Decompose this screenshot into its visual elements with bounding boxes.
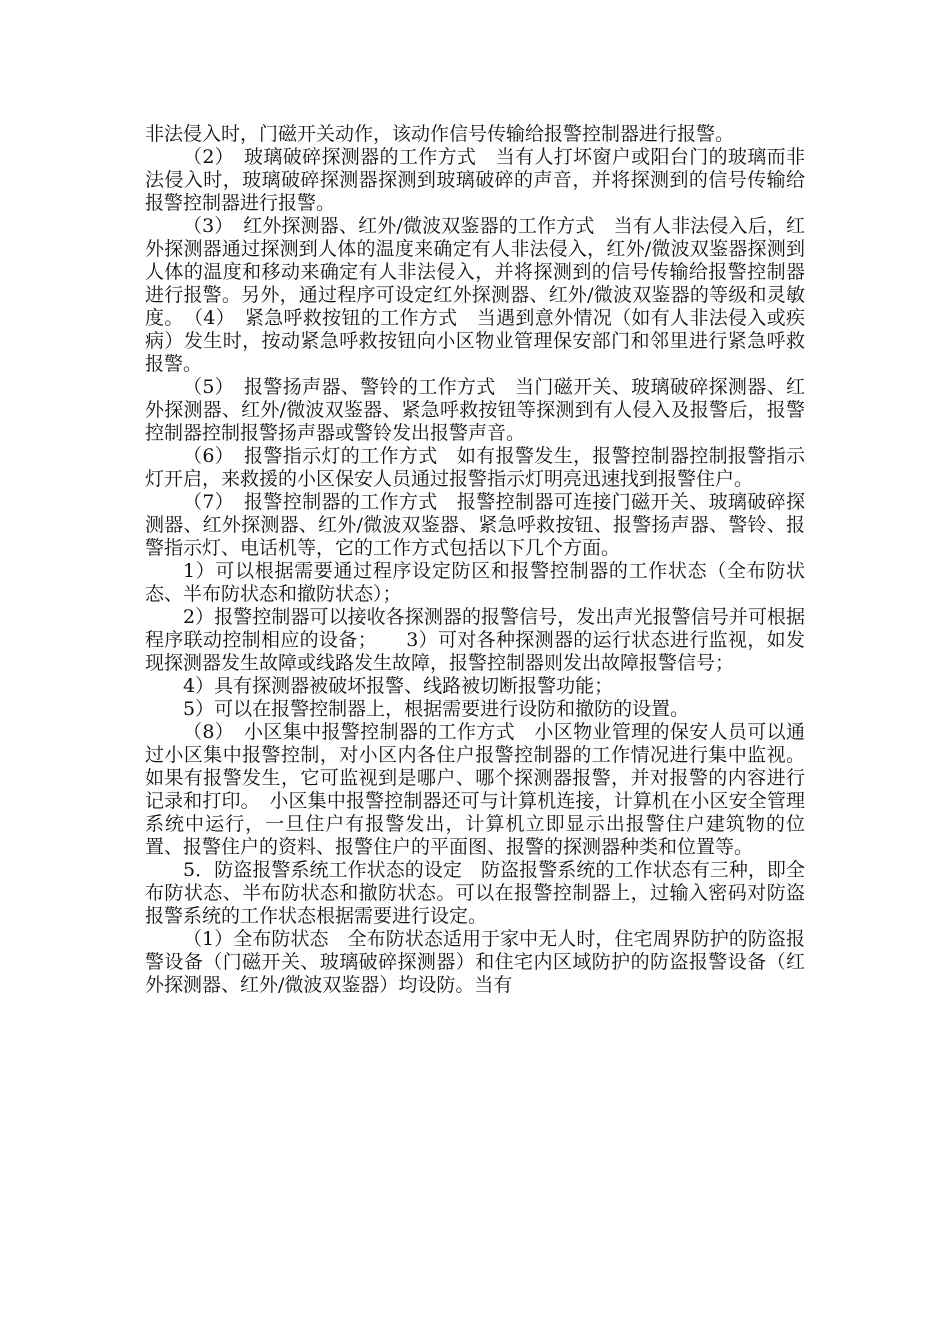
paragraph-alarm-controller: （7） 报警控制器的工作方式 报警控制器可连接门磁开关、玻璃破碎探测器、红外探测器、红外/微波双鉴器、紧急呼救按钮、报警扬声器、警铃、报警指示灯、电话机等，它的工作方式包括以下几个方面。 bbox=[145, 491, 805, 559]
paragraph-glass-break-detector: （2） 玻璃破碎探测器的工作方式 当有人打坏窗户或阳台门的玻璃而非法侵入时，玻璃破碎探测器探测到玻璃破碎的声音，并将探测到的信号传输给报警控制器进行报警。 bbox=[145, 146, 805, 214]
list-item-5: 5）可以在报警控制器上，根据需要进行设防和撤防的设置。 bbox=[183, 698, 690, 720]
paragraph-infrared-detector: （3） 红外探测器、红外/微波双鉴器的工作方式 当有人非法侵入后，红外探测器通过探测到人体的温度来确定有人非法侵入，红外/微波双鉴器探测到人体的温度和移动来确定有人非法侵入，并将探测到的信号传输给报警控制器进行报警。另外，通过程序可设定红外探测器、红外/微波双鉴器的等级和灵敏度。 （4） 紧急呼救按钮的工作方式 当遇到意外情况（如有人非法侵入或疾病）发生时，按动紧急呼救按钮向小区物业管理保安部门和邻里进行紧急呼救报警。 bbox=[145, 215, 805, 375]
paragraph-full-arm-state: （1）全布防状态 全布防状态适用于家中无人时，住宅周界防护的防盗报警设备（门磁开关、玻璃破碎探测器）和住宅内区域防护的防盗报警设备（红外探测器、红外/微波双鉴器）均设防。当有 bbox=[145, 928, 805, 996]
paragraph-central-alarm-controller: （8） 小区集中报警控制器的工作方式 小区物业管理的保安人员可以通过小区集中报警控制，对小区内各住户报警控制器的工作情况进行集中监视。如果有报警发生，它可监视到是哪户、哪个探测器报警，并对报警的内容进行记录和打印。 小区集中报警控制器还可与计算机连接，计算机在小区安全管理系统中运行，一旦住户有报警发出，计算机立即显示出报警住户建筑物的位置、报警住户的资料、报警住户的平面图、报警的探测器种类和位置等。 bbox=[145, 721, 805, 858]
paragraph-system-state-setting: 5．防盗报警系统工作状态的设定 防盗报警系统的工作状态有三种，即全布防状态、半布防状态和撤防状态。可以在报警控制器上，过输入密码对防盗报警系统的工作状态根据需要进行设定。 bbox=[145, 859, 805, 927]
document-body bbox=[145, 123, 805, 997]
paragraph-alarm-speaker: （5） 报警扬声器、警铃的工作方式 当门磁开关、玻璃破碎探测器、红外探测器、红外/微波双鉴器、紧急呼救按钮等探测到有人侵入及报警后，报警控制器控制报警扬声器或警铃发出报警声音。 bbox=[145, 376, 805, 444]
paragraph-door-contact-continued: 非法侵入时，门磁开关动作，该动作信号传输给报警控制器进行报警。 bbox=[145, 123, 735, 145]
list-item-1: 1）可以根据需要通过程序设定防区和报警控制器的工作状态（全布防状态、半布防状态和撤防状态）； bbox=[145, 560, 805, 605]
paragraph-alarm-indicator-light: （6） 报警指示灯的工作方式 如有报警发生，报警控制器控制报警指示灯开启，来救援的小区保安人员通过报警指示灯明亮迅速找到报警住户。 bbox=[145, 445, 805, 490]
list-item-2-3: 2）报警控制器可以接收各探测器的报警信号，发出声光报警信号并可根据程序联动控制相应的设备； 3）可对各种探测器的运行状态进行监视，如发现探测器发生故障或线路发生故障，报警控制器则发出故障报警信号； bbox=[145, 606, 805, 674]
list-item-4: 4）具有探测器被破坏报警、线路被切断报警功能； bbox=[183, 675, 614, 697]
